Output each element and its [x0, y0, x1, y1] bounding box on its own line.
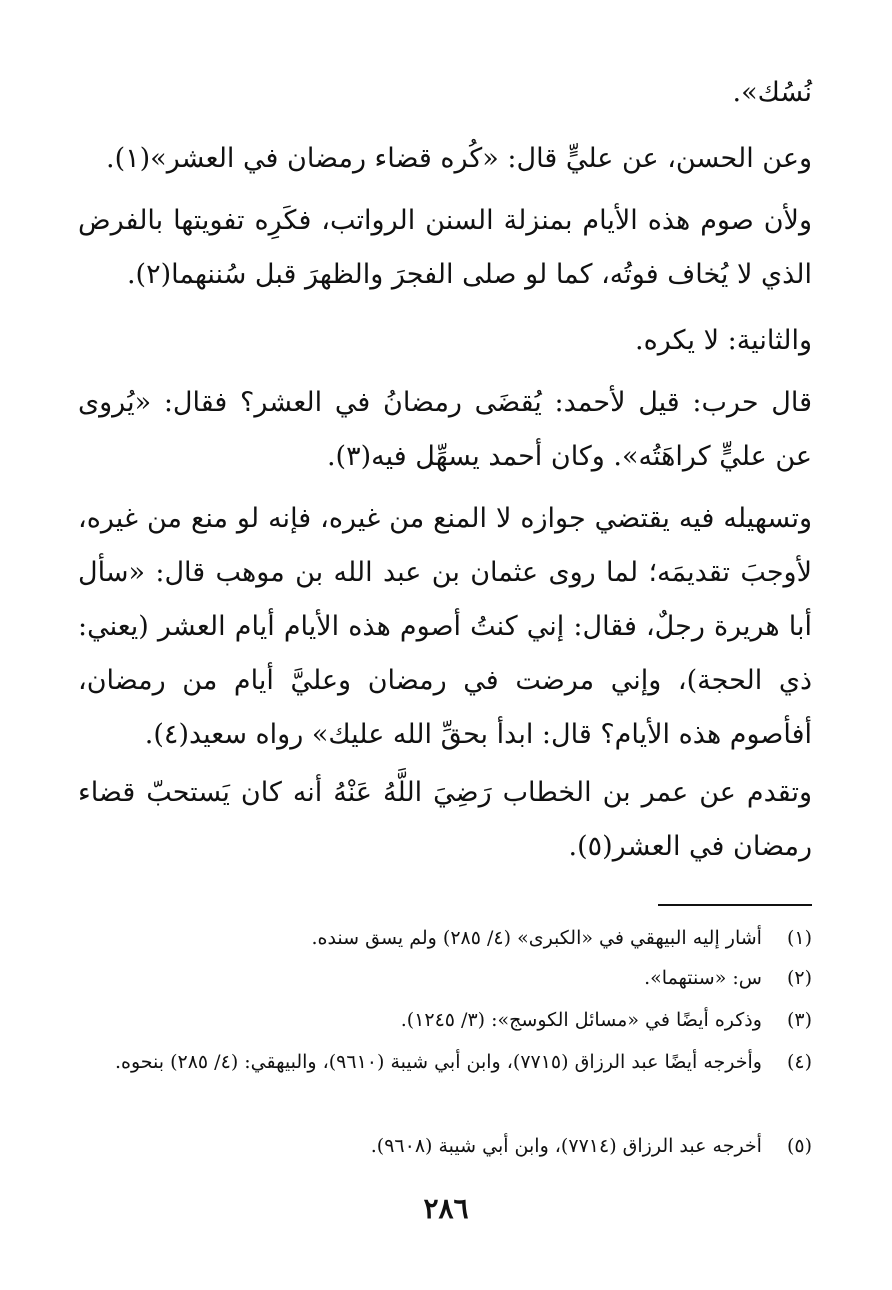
footnote-1 — [78, 918, 812, 958]
footnote-4 — [78, 1042, 812, 1082]
footnote-text: أخرجه عبد الرزاق (٧٧١٤)، وابن أبي شيبة (٩٦٠٨). — [370, 1135, 762, 1157]
paragraph-umar: وتقدم عن عمر بن الخطاب رَضِيَ اللَّهُ عَنْهُ أنه كان يَستحبّ قضاء رمضان في العشر(٥). — [78, 777, 813, 862]
footnote-number: (٣) — [786, 1009, 812, 1031]
footnote-text: س: «سنتهما». — [644, 967, 762, 989]
paragraph-hasan: وعن الحسن، عن عليٍّ قال: «كُره قضاء رمضان في العشر»(١). — [106, 143, 812, 174]
footnote-2 — [78, 958, 812, 998]
footnote-5 — [78, 1126, 812, 1166]
page-number: ٢٨٦ — [423, 1192, 469, 1225]
footnote-text: أشار إليه البيهقي في «الكبرى» (٤/ ٢٨٥) ولم يسق سنده. — [311, 927, 762, 949]
paragraph-harb: قال حرب: قيل لأحمد: يُقضَى رمضانُ في العشر؟ فقال: «يُروى عن عليٍّ كراهَتُه». وكان أحمد يسهِّل فيه(٣). — [78, 387, 812, 472]
footnote-number: (٥) — [786, 1135, 812, 1157]
footnote-divider — [658, 904, 812, 906]
paragraph-tasheel: وتسهيله فيه يقتضي جوازه لا المنع من غيره، فإنه لو منع من غيره، لأوجبَ تقديمَه؛ لما روى عثمان بن عبد الله بن موهب قال: «سأل أبا هريرة رجلٌ، فقال: إني كنتُ أصوم هذه الأيام أيام العشر (يعني: ذي الحجة)، وإني مرضت في رمضان وعليَّ أيام من رمضان، أفأصوم هذه الأيام؟ قال: ابدأ بحقِّ الله عليك» رواه سعيد(٤). — [78, 503, 812, 750]
paragraph-rawatib: ولأن صوم هذه الأيام بمنزلة السنن الرواتب، فكَرِه تفويتها بالفرض الذي لا يُخاف فوتُه، كما لو صلى الفجرَ والظهرَ قبل سُننهما(٢). — [78, 205, 812, 290]
footnote-number: (٤) — [786, 1051, 812, 1073]
paragraph-second-view: والثانية: لا يكره. — [635, 325, 812, 356]
footnote-number: (٢) — [786, 967, 812, 989]
paragraph-continuation: نُسُك». — [732, 77, 812, 108]
footnote-text: وذكره أيضًا في «مسائل الكوسج»: (٣/ ١٢٤٥). — [400, 1009, 762, 1031]
footnote-number: (١) — [786, 927, 812, 949]
footnote-3 — [78, 1000, 812, 1040]
footnote-text: وأخرجه أيضًا عبد الرزاق (٧٧١٥)، وابن أبي شيبة (٩٦١٠)، والبيهقي: (٤/ ٢٨٥) بنحوه. — [114, 1051, 762, 1073]
